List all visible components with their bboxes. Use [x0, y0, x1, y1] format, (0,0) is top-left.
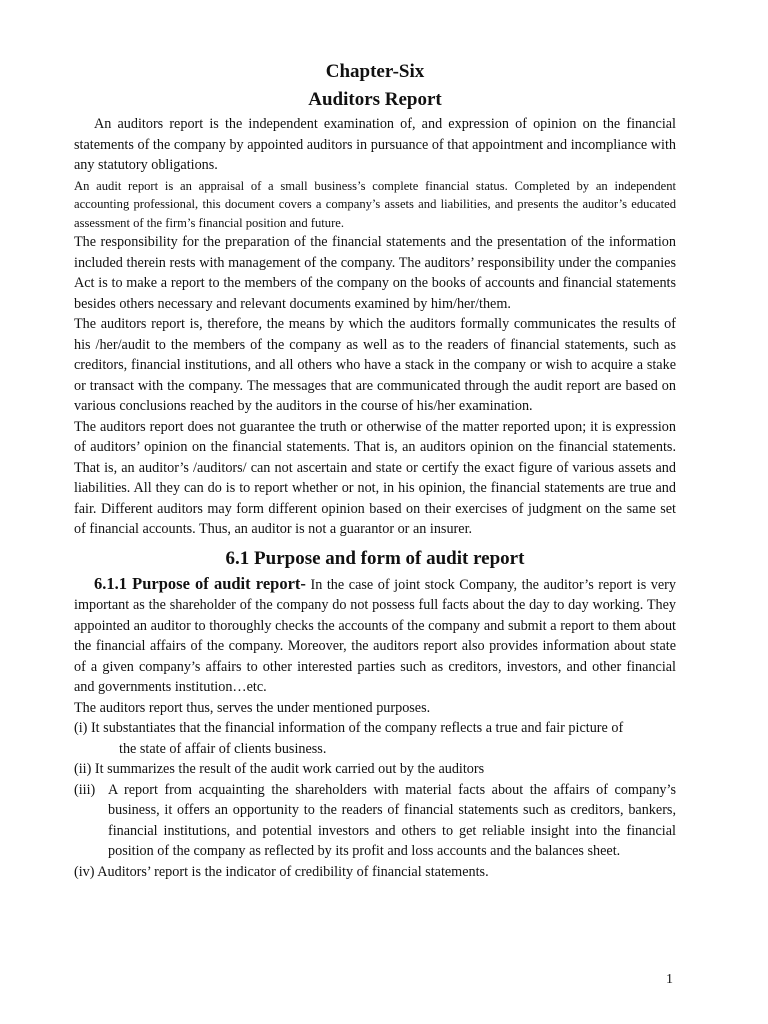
means-paragraph: The auditors report is, therefore, the means by which the auditors formally communicates the results of his /her/audit to the members of the company as well as to the readers of financial statements, such as creditors, financial institutions, and all others who have a stack in the company or wish to acquire a stake or transact with the company. The messages that are communicated through the audit report are based on various conclusions reached by the auditors in the course of his/her examination. — [74, 316, 676, 415]
purpose-item-1 — [74, 718, 676, 759]
guarantee-paragraph: The auditors report does not guarantee the truth or otherwise of the matter reported upon; it is expression of auditors’ opinion on the financial statements. That is, an auditors opinion on the financial statements. That is, an auditor’s /auditors/ can not ascertain and state or certify the exact figure of various assets and liabilities. All they can do is to report whether or not, in his opinion, the financial statements are true and fair. Different auditors may form different opinion based on their exercises of judgment on the same set of financial accounts. Thus, an auditor is not a guarantor or an insurer. — [74, 418, 676, 538]
responsibility-paragraph: The responsibility for the preparation of the financial statements and the presentation of the information included therein rests with management of the company. The auditors’ responsibility under the companies Act is to make a report to the members of the company on the books of accounts and financial statements besides others necessary and relevant documents examined by him/her/them. — [74, 234, 676, 312]
purposes-intro: The auditors report thus, serves the under mentioned purposes. — [74, 699, 431, 716]
purpose-marker: (iii) — [74, 781, 96, 798]
audit-report-definition-paragraph: An audit report is an appraisal of a small business’s complete financial status. Completed by an independent accounting professional, this document covers a company’s assets and liabilities, and presents the auditor’s educated assessment of the firm’s financial position and future. — [74, 178, 676, 230]
purpose-text: It substantiates that the financial information of the company reflects a true and fair picture of — [87, 720, 624, 737]
report-title: Auditors Report — [308, 89, 442, 110]
purpose-item-3 — [74, 780, 676, 862]
subsection-heading: 6.1.1 Purpose of audit report- — [94, 573, 306, 593]
purpose-marker: (iv) — [74, 863, 95, 880]
purpose-text: Auditors’ report is the indicator of credibility of financial statements. — [94, 863, 489, 880]
section-heading: 6.1 Purpose and form of audit report — [225, 547, 525, 569]
purpose-marker: (ii) — [74, 761, 92, 778]
page-number: 1 — [666, 972, 673, 987]
purpose-item-4 — [74, 862, 676, 883]
document-content — [74, 58, 676, 882]
purpose-paragraph — [74, 574, 676, 698]
purpose-text: A report from acquainting the shareholders with material facts about the affairs of company’s business, it offers an opportunity to the readers of financial statements such as creditors, bankers, financial institutions, and potential investors and others to get reliable insight into the financial position of the company as reflected by its profit and loss accounts and the balances sheet. — [108, 781, 676, 860]
intro-paragraph: An auditors report is the independent examination of, and expression of opinion on the financial statements of the company by appointed auditors in pursuance of that appointment and incompliance with any statutory obligations. — [74, 116, 676, 173]
subsection-text: In the case of joint stock Company, the auditor’s report is very important as the shareholder of the company do not possess full facts about the day to day working. They appointed an auditor to thoroughly checks the accounts of the company and submit a report to them about the financial affairs of the company. Moreover, the auditors report also provides information about state of a given company’s affairs to other interested parties such as creditors, investors, and other financial and governments institution…etc. — [74, 576, 676, 696]
chapter-title: Chapter-Six — [325, 61, 425, 82]
purpose-marker: (i) — [74, 720, 88, 737]
purpose-text: It summarizes the result of the audit work carried out by the auditors — [91, 761, 485, 778]
purpose-item-2 — [74, 759, 676, 780]
purpose-text-continued: the state of affair of clients business. — [119, 740, 327, 757]
